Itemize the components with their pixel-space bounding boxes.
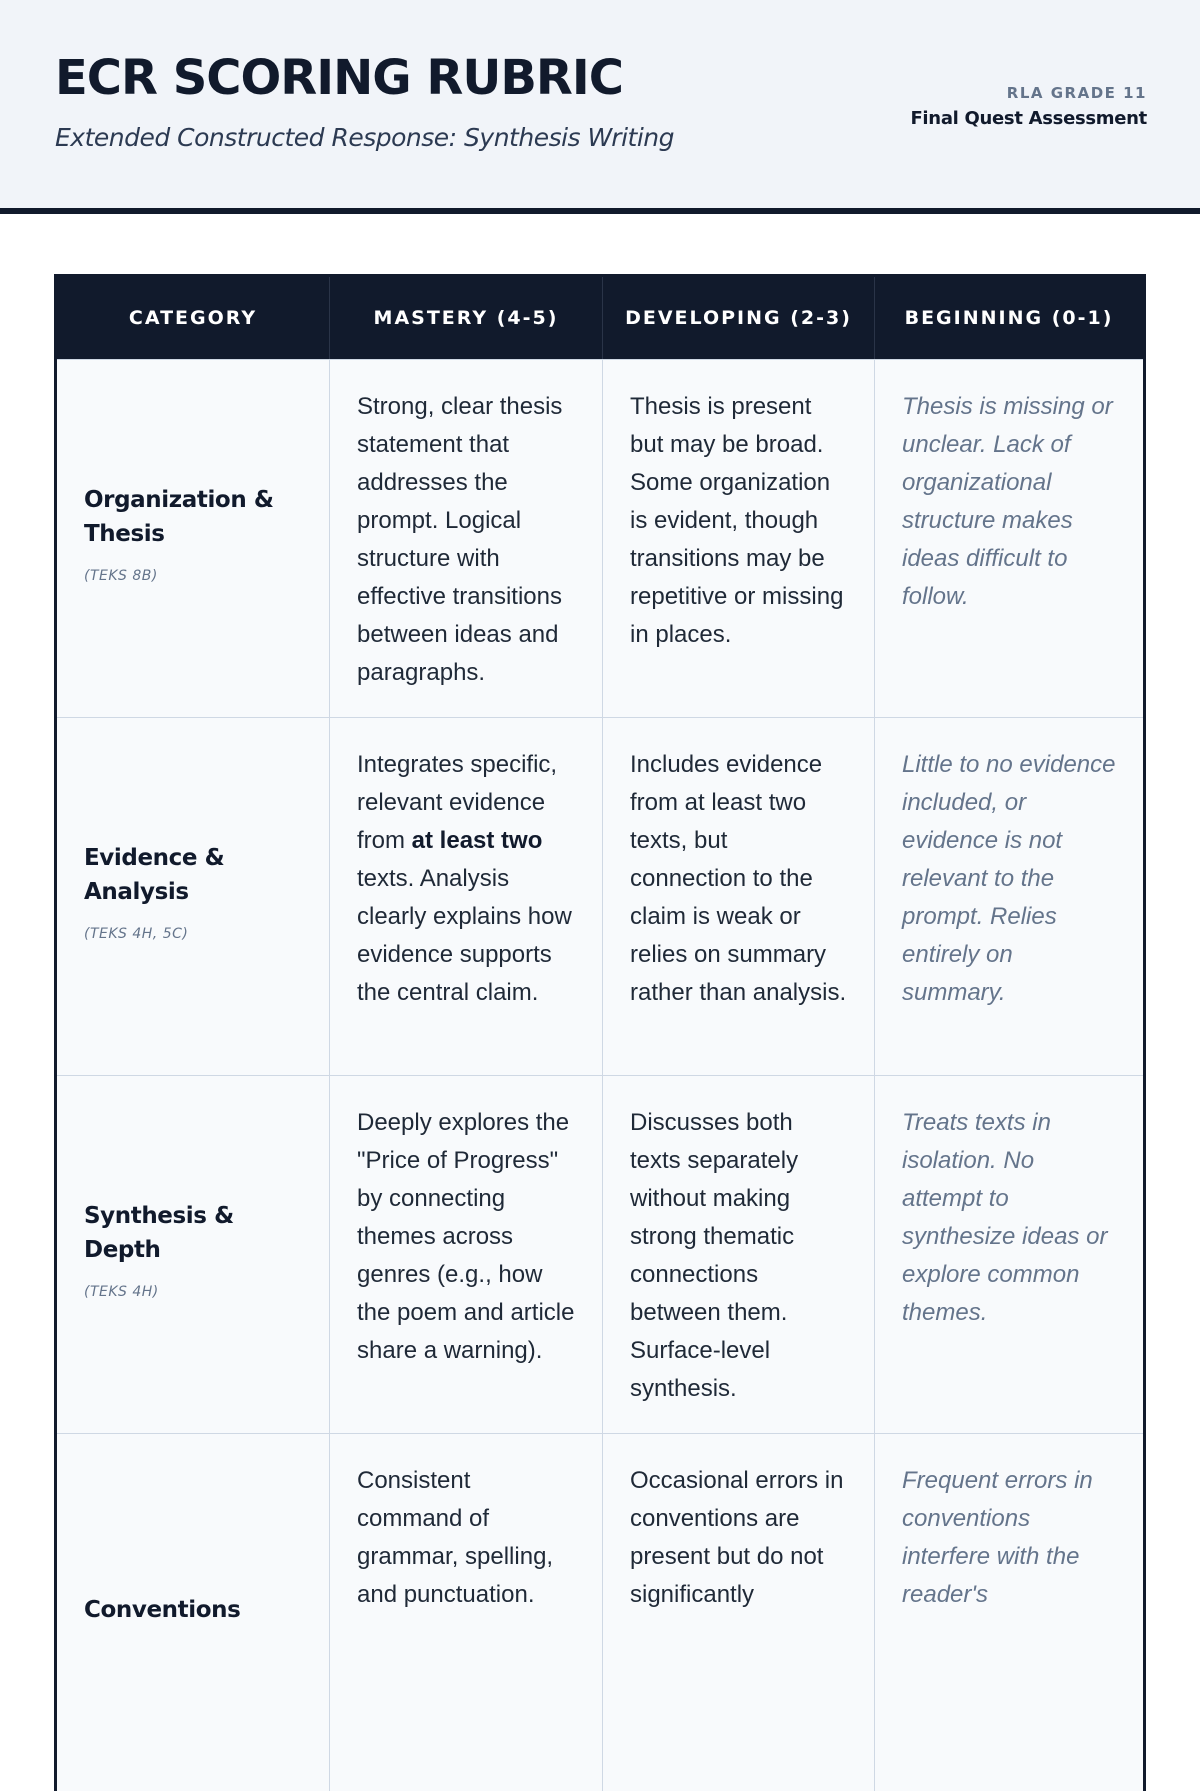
mastery-text-pre: Integrates specific, relevant evidence from bbox=[357, 751, 558, 854]
teks-code: (TEKS 4H, 5C) bbox=[84, 925, 189, 942]
table-row bbox=[57, 1075, 1143, 1433]
category-cell bbox=[57, 1076, 329, 1433]
header bbox=[0, 0, 1200, 214]
page-subtitle: Extended Constructed Response: Synthesis Writing bbox=[55, 123, 674, 152]
rubric-table bbox=[54, 274, 1146, 1791]
grade-label: RLA GRADE 11 bbox=[1006, 84, 1147, 102]
table-row bbox=[57, 359, 1143, 717]
page-title: ECR SCORING RUBRIC bbox=[55, 50, 623, 106]
category-name: Evidence & Analysis bbox=[84, 844, 225, 905]
mastery-text-post: texts. Analysis clearly explains how evidence supports the central claim. bbox=[357, 865, 572, 1006]
teks-code: (TEKS 4H) bbox=[84, 1283, 159, 1300]
beginning-cell: Thesis is missing or unclear. Lack of organizational structure makes ideas difficult to follow. bbox=[874, 360, 1143, 717]
developing-cell: Occasional errors in conventions are present but do not significantly bbox=[602, 1434, 874, 1791]
mastery-cell: Consistent command of grammar, spelling, and punctuation. bbox=[329, 1434, 602, 1791]
category-cell bbox=[57, 360, 329, 717]
beginning-cell: Treats texts in isolation. No attempt to synthesize ideas or explore common themes. bbox=[874, 1076, 1143, 1433]
category-name: Conventions bbox=[84, 1596, 241, 1623]
mastery-cell: Strong, clear thesis statement that addresses the prompt. Logical structure with effective transitions between ideas and paragraphs. bbox=[329, 360, 602, 717]
table-row bbox=[57, 1433, 1143, 1791]
beginning-cell: Frequent errors in conventions interfere with the reader's bbox=[874, 1434, 1143, 1791]
category-cell bbox=[57, 1434, 329, 1791]
developing-cell: Discusses both texts separately without making strong thematic connections between them. Surface-level synthesis. bbox=[602, 1076, 874, 1433]
developing-cell: Includes evidence from at least two texts, but connection to the claim is weak or relies on summary rather than analysis. bbox=[602, 718, 874, 1075]
category-name: Synthesis & Depth bbox=[84, 1202, 234, 1263]
beginning-cell: Little to no evidence included, or evidence is not relevant to the prompt. Relies entirely on summary. bbox=[874, 718, 1143, 1075]
column-header-category: CATEGORY bbox=[128, 307, 258, 329]
assessment-label: Final Quest Assessment bbox=[910, 108, 1147, 129]
category-cell bbox=[57, 718, 329, 1075]
developing-cell: Thesis is present but may be broad. Some organization is evident, though transitions may be repetitive or missing in places. bbox=[602, 360, 874, 717]
teks-code: (TEKS 8B) bbox=[84, 567, 158, 584]
column-header-mastery: MASTERY (4-5) bbox=[329, 277, 602, 359]
table-header bbox=[57, 277, 1143, 359]
category-name: Organization & Thesis bbox=[84, 486, 274, 547]
column-header-developing: DEVELOPING (2-3) bbox=[602, 277, 874, 359]
column-header-beginning: BEGINNING (0-1) bbox=[874, 277, 1143, 359]
mastery-text-emphasis: at least two bbox=[411, 827, 543, 854]
mastery-cell: Deeply explores the "Price of Progress" by connecting themes across genres (e.g., how the poem and article share a warning). bbox=[329, 1076, 602, 1433]
table-row bbox=[57, 717, 1143, 1075]
mastery-cell bbox=[329, 718, 602, 1075]
